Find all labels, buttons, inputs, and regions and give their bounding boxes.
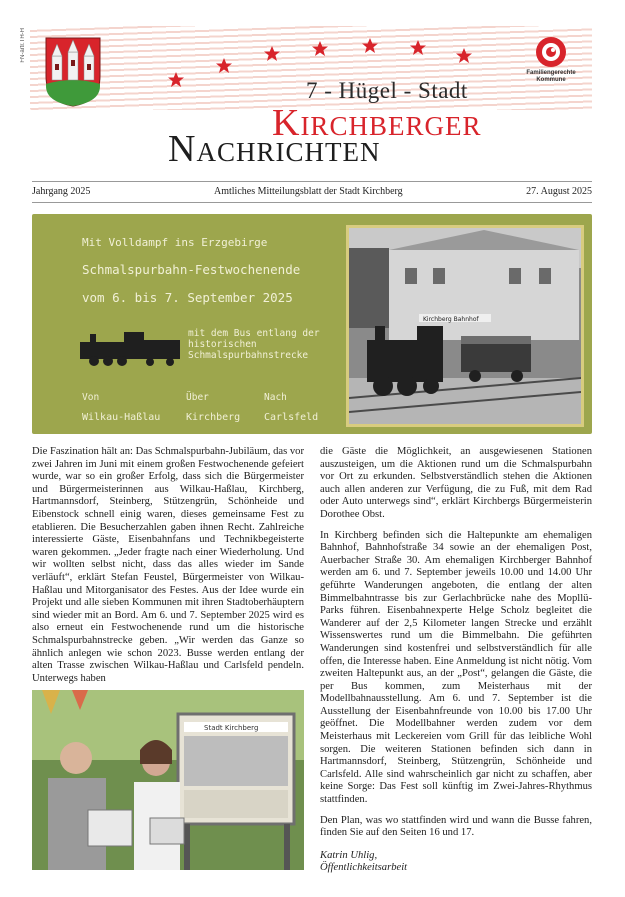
article-paragraph: die Gäste die Möglichkeit, an ausgewiesenen Stationen auszusteigen, um die Aktionen rund um die Schmalspurbahn vor Ort zu erkunden. Selbstverständlich stehen die Aktionen auch allen anderen zur Verfügung, die zu Fuß, mit dem Rad oder Auto unterwegs sind“, erklärt Kirchbergs Bürgermeisterin Dorothee Obst. bbox=[320, 446, 592, 520]
article-column-right bbox=[320, 446, 592, 875]
badge-label: Familiengerechte Kommune bbox=[526, 70, 576, 83]
star-icon bbox=[216, 58, 232, 73]
bus-line-1: mit dem Bus entlang der bbox=[188, 328, 320, 339]
sign-title: Stadt Kirchberg bbox=[204, 724, 259, 732]
issue-year: Jahrgang 2025 bbox=[32, 186, 91, 197]
article-paragraph: Die Faszination hält an: Das Schmalspurbahn-Jubiläum, das vor zwei Jahren im Juni mit einem großen Festwochenende gefeiert wurde, war so ein großer Erfolg, dass sich die Bürgermeister und Bürgermeisterinnen aus Wilkau-Haßlau, Kirchberg, Hartmannsdorf, Steinberg, Stützengrün, Schönheide und Eibenstock schnell einig waren, dieses gemeinsame Fest zu etablieren. Die Besucherzahlen gaben ihnen Recht. Zahlreiche interessierte Gäste, Eisenbahnfans und Technikbegeisterte waren gekommen. „Jeder fragte nach einer Wiederholung. Und wir wollten selbst nicht, dass das alles wieder im Sande verläuft“, erklärt Stefan Feustel, Bürgermeister von Wilkau-Haßlau und Mitorganisator des Festes. Aus der Idee wurde ein Projekt und alle sieben Kommunen mit ihren Stadtoberhäuptern sind wieder mit an Bord. Am 6. und 7. September 2025 wird es also erneut ein Festwochenende rund um die historische Schmalspurbahnstrecke geben. „Wir werden das Ganze so ähnlich anlegen wie schon 2023. Busse werden entlang der alten Trasse zwischen Wilkau-Haßlau und Carlsfeld pendeln. Unterwegs haben bbox=[32, 446, 304, 684]
issue-info-bar bbox=[32, 181, 592, 203]
family-friendly-badge bbox=[528, 36, 574, 86]
star-icon bbox=[410, 40, 426, 55]
family-spiral-icon bbox=[528, 36, 574, 70]
route-from: Wilkau-Haßlau bbox=[82, 412, 161, 423]
station-sign: Kirchberg Bahnhof bbox=[423, 316, 479, 323]
brand-line-2: Nachrichten bbox=[168, 128, 381, 170]
star-icon bbox=[456, 48, 472, 63]
article-column-left bbox=[32, 446, 304, 693]
star-icon bbox=[168, 72, 184, 87]
banner-line-1: Mit Volldampf ins Erzgebirge bbox=[82, 236, 268, 249]
route-via-label: Über bbox=[186, 392, 209, 403]
bus-line-3: Schmalspurbahnstrecke bbox=[188, 350, 309, 361]
banner-line-3: vom 6. bis 7. September 2025 bbox=[82, 290, 293, 305]
brand-line-1: Kirchberger bbox=[272, 102, 482, 144]
people-photo bbox=[32, 690, 304, 870]
locomotive-icon bbox=[76, 328, 186, 368]
bus-line-2: historischen bbox=[188, 339, 257, 350]
star-icon bbox=[264, 46, 280, 61]
article-paragraph: In Kirchberg befinden sich die Haltepunkte am ehemaligen Bahnhof, Bahnhofstraße 34 sowie an der ehemaligen Post, Auerbacher Straße 30. Am ehemaligen Kirchberger Bahnhof werden am 6. und 7. September jeweils 10.00 und 14.00 Uhr geführte Wanderungen angeboten, die entlang der alten Bimmelbahntrasse bis zur Gerlachbrücke nahe des Mopllü-Parks führen. Eisenbahnexperte Helge Scholz begleitet die Wanderer auf der 2,5 Kilometer langen Strecke und erzählt Wissenswertes rund um die Bimmelbahn. Die geführten Wanderungen sind kostenfrei und selbstverständlich für alle offen, die Interesse haben. Eine Anmeldung ist nicht nötig. Vom zweiten Haltepunkt aus, an der „Post“, gelangen die Gäste, die per Bus kommen, zum Meisterhaus mit der Modellbahnausstellung. Am 6. und 7. September ist die Ausstellung der Eisenbahnfreunde von 10.00 bis 17.00 Uhr geöffnet. Die Modellbahner werden zudem vor dem Meisterhaus mit Leckereien vom Grill für das leibliche Wohl sorgen. Die weiteren Stationen befinden sich dann in Hartmannsdorf, Steinberg, Stützengrün, Schönheide und Carlsfeld. Alle sind wahrscheinlich gar nicht zu schaffen, aber keine Sorge: Das Fest soll künftig im Zwei-Jahres-Rhythmus stattfinden. bbox=[320, 529, 592, 806]
masthead-subtitle: 7 - Hügel - Stadt bbox=[306, 78, 468, 103]
side-label: FN-ärtr.TH-H bbox=[20, 28, 26, 63]
route-to-label: Nach bbox=[264, 392, 287, 403]
star-icon bbox=[312, 41, 328, 56]
route-via: Kirchberg bbox=[186, 412, 241, 423]
historic-train-photo bbox=[346, 225, 584, 427]
route-to: Carlsfeld bbox=[264, 412, 319, 423]
author-role: Öffentlichkeitsarbeit bbox=[320, 862, 408, 874]
issue-date: 27. August 2025 bbox=[526, 186, 592, 197]
official-gazette-label: Amtliches Mitteilungsblatt der Stadt Kirchberg bbox=[214, 186, 403, 197]
star-icon bbox=[362, 38, 378, 53]
route-from-label: Von bbox=[82, 392, 100, 403]
author-name: Katrin Uhlig, bbox=[320, 849, 378, 861]
article-paragraph: Den Plan, was wo stattfinden wird und wann die Busse fahren, finden Sie auf den Seiten 16 und 17. bbox=[320, 814, 592, 839]
banner-line-2: Schmalspurbahn-Festwochenende bbox=[82, 262, 301, 277]
